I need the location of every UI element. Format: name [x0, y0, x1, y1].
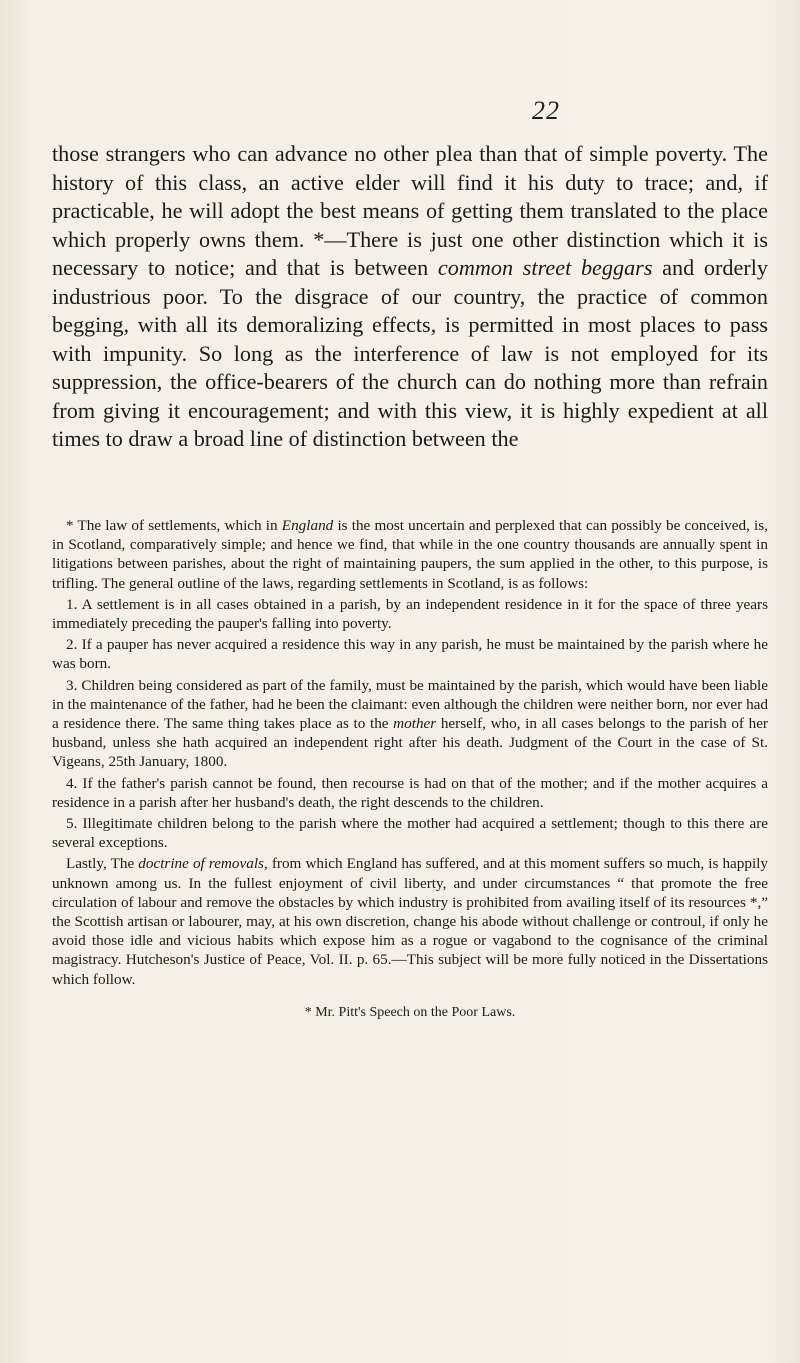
footnote-item-2: 2. If a pauper has never acquired a residence this way in any parish, he must be maintained by the parish where he was born.	[52, 636, 768, 673]
main-text-part-2: and orderly industrious poor. To the disgrace of our country, the practice of common begging, with all its demoralizing effects, is permitted in most places to pass with impunity. So long as the interference of law is not employed for its suppression, the office-bearers of the church can do nothing more than refrain from giving it encouragement; and with this view, it is highly expedient at all times to draw a broad line of distinction between the	[52, 255, 769, 451]
footnotes-block	[52, 516, 768, 1024]
footnote-item-1: 1. A settlement is in all cases obtained in a parish, by an independent residence in it for the space of three years immediately preceding the pauper's falling into poverty.	[52, 595, 768, 633]
footnote-intro-part-1: * The law of settlements, which in	[66, 517, 282, 534]
main-paragraph	[52, 140, 768, 454]
footnote-pitt: * Mr. Pitt's Speech on the Poor Laws.	[304, 1004, 516, 1020]
page-number: 22	[532, 96, 560, 125]
footnote-lastly-part-2: , from which England has suffered, and at this moment suffers so much, is happily unknown among us. In the fullest enjoyment of civil liberty, and under circumstances “ that promote the free circulation of labour and remove the obstacles by which industry is prohibited from availing itself of its resources *,” the Scottish artisan or labourer, may, at his own discretion, change his abode without challenge or controul, if only he avoid those idle and vicious habits which expose him as a rogue or vagabond to the cognisance of the criminal magistracy. Hutcheson's Justice of Peace, Vol. II. p. 65.—This subject will be more fully noticed in the Dissertations which follow.	[52, 855, 768, 988]
footnote-item-3-emphasis: mother	[393, 715, 437, 733]
footnote-intro	[52, 516, 768, 593]
footnote-item-3	[52, 676, 768, 772]
footnote-intro-part-2: is the most uncertain and perplexed that can possibly be conceived, is, in Scotland, comparatively simple; and hence we find, that while in the one country thousands are annually spent in litigations between parishes, about the right of maintaining paupers, the sum applied in the other, to this purpose, is trifling. The general outline of the laws, regarding settlements in Scotland, is as follows:	[52, 517, 768, 592]
main-emphasis: common street beggars	[437, 255, 653, 280]
footnote-lastly	[52, 854, 768, 988]
footnote-item-5: 5. Illegitimate children belong to the parish where the mother had acquired a settlement; though to this there are several exceptions.	[52, 815, 768, 852]
footnote-item-4: 4. If the father's parish cannot be found, then recourse is had on that of the mother; and if the mother acquires a residence in a parish after her husband's death, the right descends to the children.	[52, 774, 768, 811]
footnote-lastly-emphasis: doctrine of removals	[138, 855, 264, 873]
footnote-item-3-part-1: 3. Children being considered as part of the family, must be maintained by the parish, which would have been liable in the maintenance of the father, had he been the claimant: even although the children were neither born, nor ever had a residence there. The same thing takes place as to the	[52, 676, 768, 733]
footnote-lastly-part-1: Lastly, The	[66, 855, 139, 873]
footnote-intro-emphasis: England	[281, 517, 334, 534]
main-text-part-1: those strangers who can advance no other plea than that of simple poverty. The history of this class, an active elder will find it his duty to trace; and, if practicable, he will adopt the best means of getting them translated to the place which properly owns them. *—There is just one other distinction which it is necessary to notice; and that is between	[52, 141, 768, 280]
footnote-item-3-part-2: herself, who, in all cases belongs to the parish of her husband, unless she hath acquired an independent right after his death. Judgment of the Court in the case of St. Vigeans, 25th January, 1800.	[52, 715, 768, 771]
main-text-block	[52, 140, 768, 454]
